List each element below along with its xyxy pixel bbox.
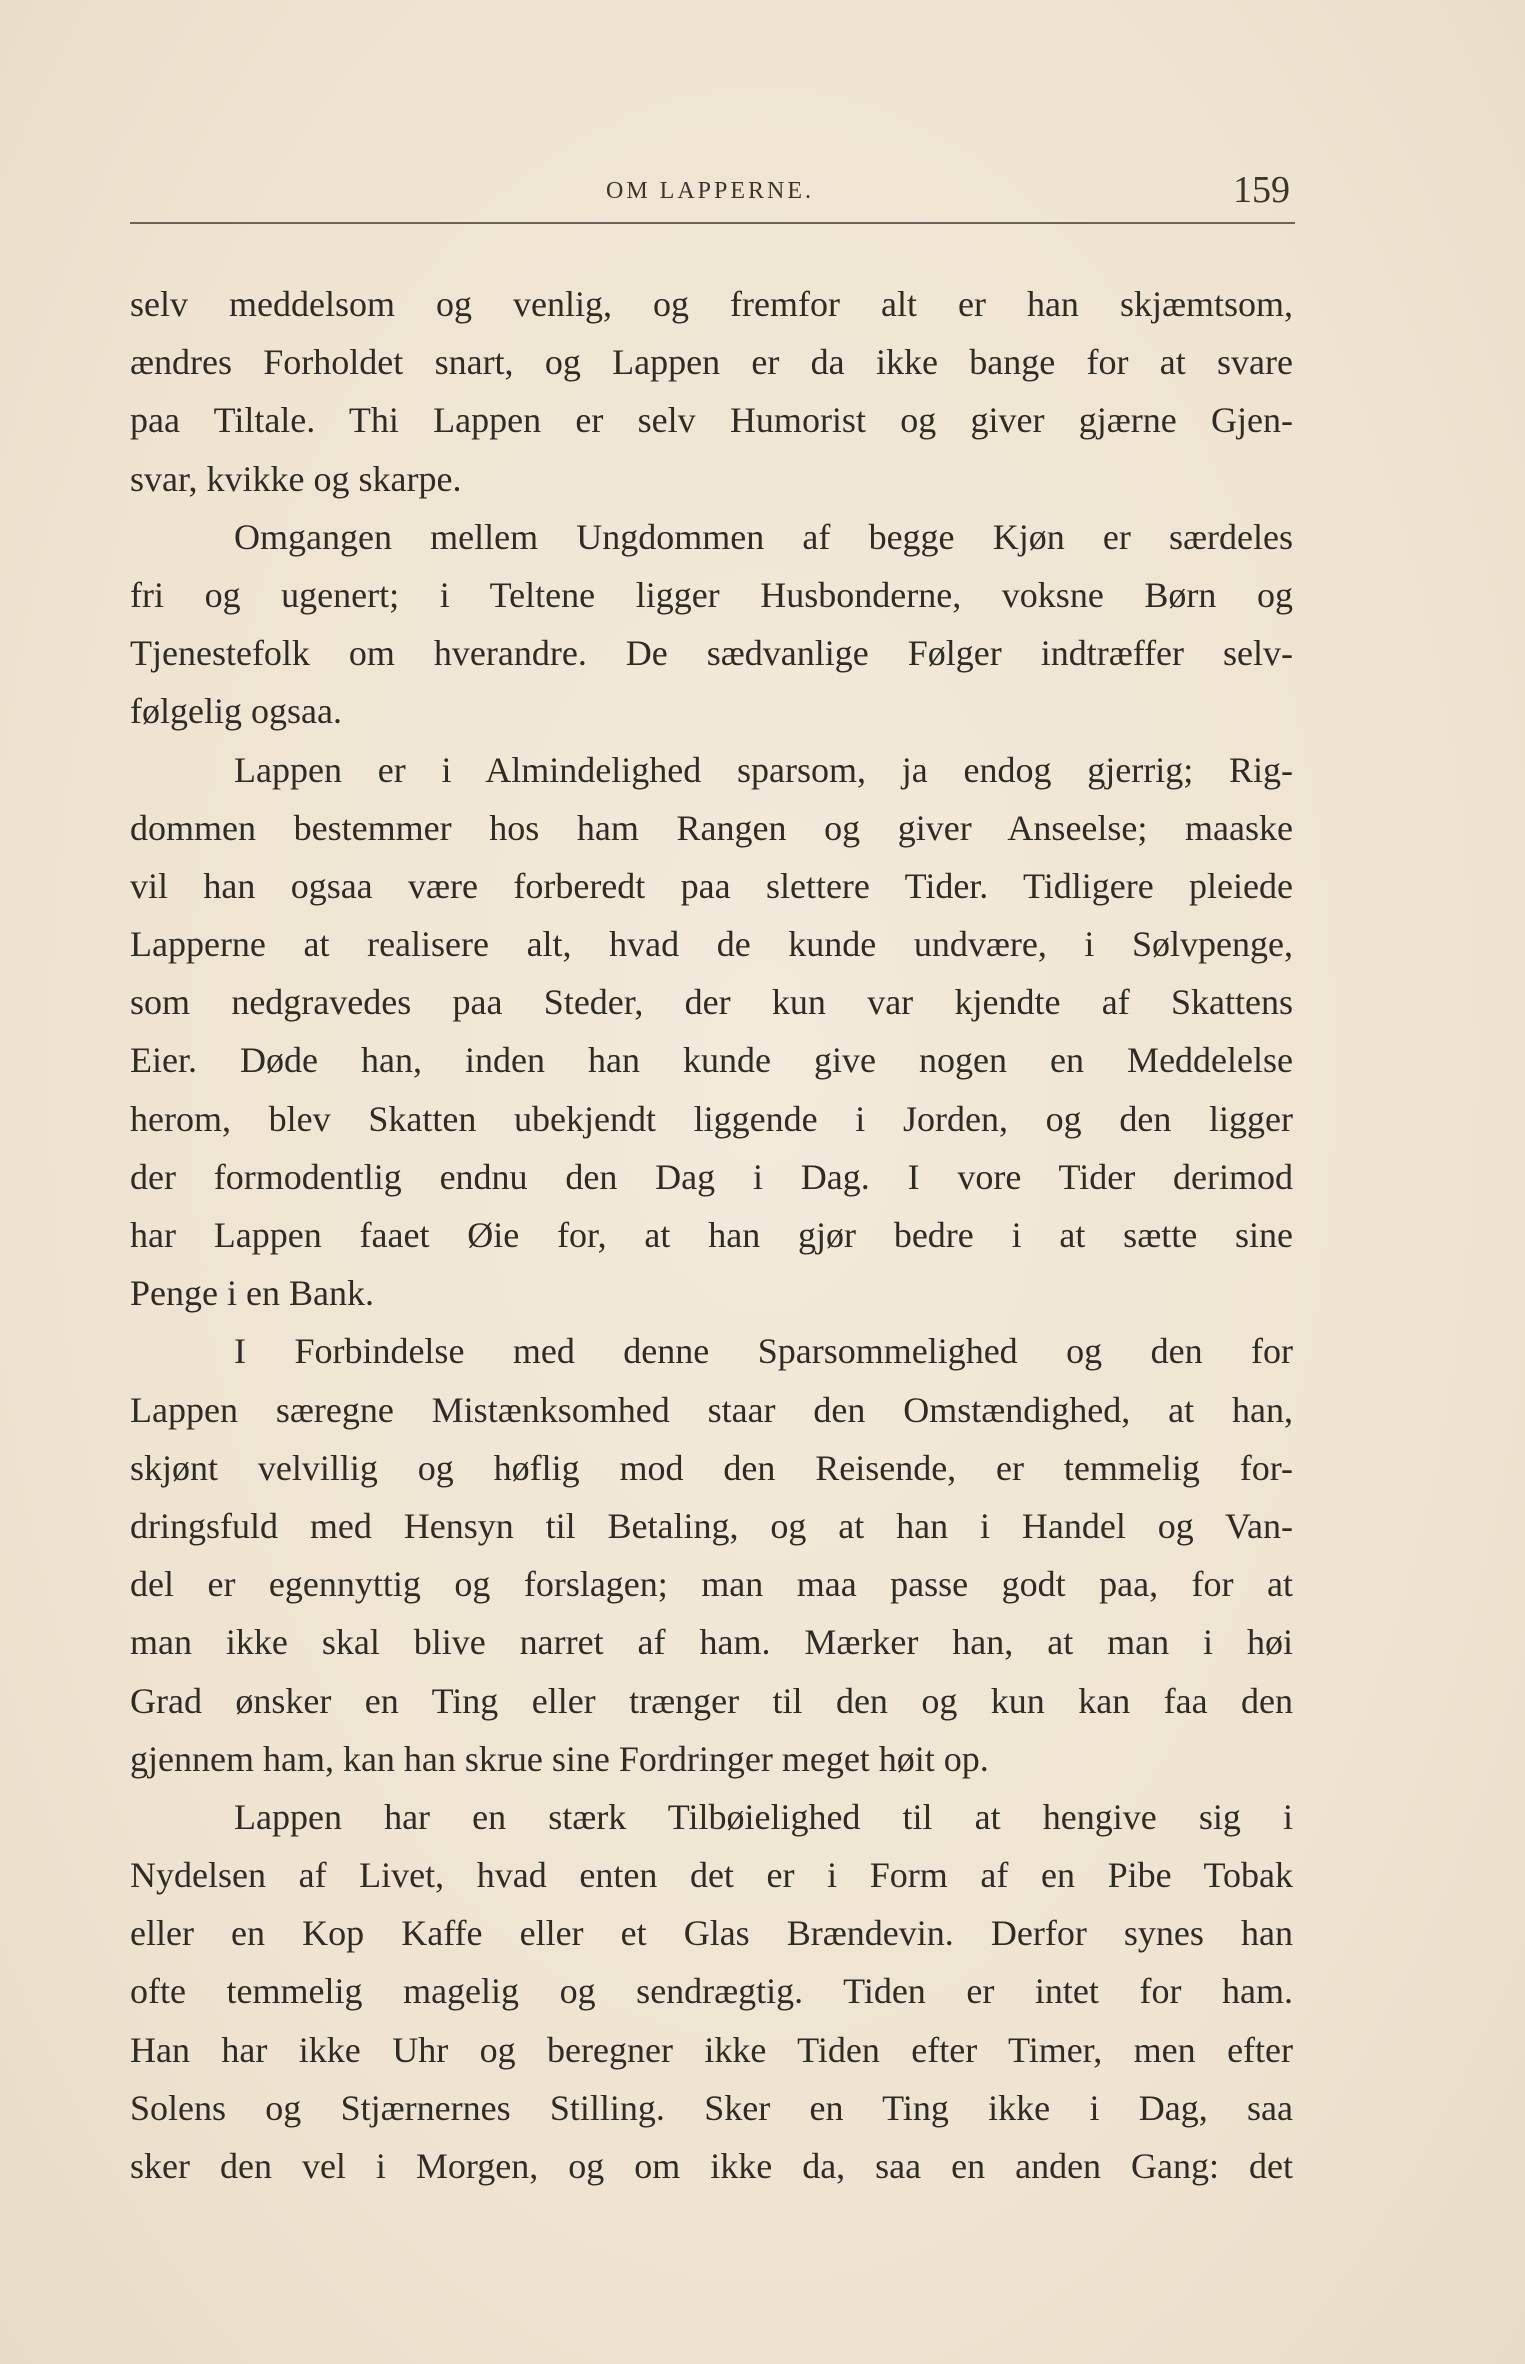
text-line: Lappen har en stærk Tilbøielighed til at hengive sig i	[234, 1796, 1293, 1837]
text-line: har Lappen faaet Øie for, at han gjør bedre i at sætte sine	[130, 1215, 1293, 1255]
text-line: Solens og Stjærnernes Stilling. Sker en Ting ikke i Dag, saa	[130, 2087, 1293, 2128]
text-line: Lappen særegne Mistænksomhed staar den Omstændighed, at han,	[130, 1389, 1293, 1430]
text-line: Tjenestefolk om hverandre. De sædvanlige Følger indtræffer selv-	[130, 633, 1293, 674]
page-header	[130, 168, 1290, 218]
text-line: vil han ogsaa være forberedt paa slettere Tider. Tidligere pleiede	[130, 865, 1293, 906]
text-line: eller en Kop Kaffe eller et Glas Brændevin. Derfor synes han	[130, 1913, 1293, 1954]
text-line: fri og ugenert; i Teltene ligger Husbonderne, voksne Børn og	[130, 574, 1293, 615]
text-line: Han har ikke Uhr og beregner ikke Tiden efter Timer, men efter	[130, 2029, 1293, 2070]
text-line: paa Tiltale. Thi Lappen er selv Humorist og giver gjærne Gjen-	[130, 400, 1293, 441]
text-line: sker den vel i Morgen, og om ikke da, saa en anden Gang: det	[130, 2146, 1293, 2186]
header-rule	[130, 222, 1295, 224]
text-line: Eier. Døde han, inden han kunde give nogen en Meddelelse	[130, 1040, 1293, 1081]
page-number: 159	[1233, 169, 1290, 211]
text-line: Lappen er i Almindelighed sparsom, ja endog gjerrig; Rig-	[234, 749, 1293, 790]
text-line: gjennem ham, kan han skrue sine Fordringer meget høit op.	[130, 1738, 989, 1779]
text-line: ændres Forholdet snart, og Lappen er da ikke bange for at svare	[130, 342, 1293, 383]
text-line: man ikke skal blive narret af ham. Mærker han, at man i høi	[130, 1622, 1293, 1663]
text-line: I Forbindelse med denne Sparsommelighed og den for	[234, 1331, 1293, 1372]
text-line: følgelig ogsaa.	[130, 691, 342, 732]
text-line: herom, blev Skatten ubekjendt liggende i Jorden, og den ligger	[130, 1098, 1293, 1139]
text-line: Omgangen mellem Ungdommen af begge Kjøn er særdeles	[234, 516, 1293, 557]
text-line: som nedgravedes paa Steder, der kun var kjendte af Skattens	[130, 982, 1293, 1023]
text-line: Lapperne at realisere alt, hvad de kunde undvære, i Sølvpenge,	[130, 924, 1293, 965]
text-line: Grad ønsker en Ting eller trænger til den og kun kan faa den	[130, 1680, 1293, 1721]
text-line: del er egennyttig og forslagen; man maa passe godt paa, for at	[130, 1564, 1293, 1605]
text-line: dringsfuld med Hensyn til Betaling, og at han i Handel og Van-	[130, 1505, 1293, 1546]
text-line: Nydelsen af Livet, hvad enten det er i Form af en Pibe Tobak	[130, 1855, 1293, 1896]
text-line: der formodentlig endnu den Dag i Dag. I vore Tider derimod	[130, 1156, 1293, 1197]
running-head: OM LAPPERNE.	[605, 178, 815, 204]
text-line: dommen bestemmer hos ham Rangen og giver Anseelse; maaske	[130, 807, 1293, 848]
text-line: Penge i en Bank.	[130, 1273, 374, 1314]
text-line: skjønt velvillig og høflig mod den Reisende, er temmelig for-	[130, 1447, 1293, 1488]
text-line: svar, kvikke og skarpe.	[130, 458, 462, 499]
text-line: ofte temmelig magelig og sendrægtig. Tiden er intet for ham.	[130, 1971, 1293, 2012]
body-text	[130, 275, 1293, 2195]
text-line: selv meddelsom og venlig, og fremfor alt er han skjæmtsom,	[130, 284, 1293, 324]
